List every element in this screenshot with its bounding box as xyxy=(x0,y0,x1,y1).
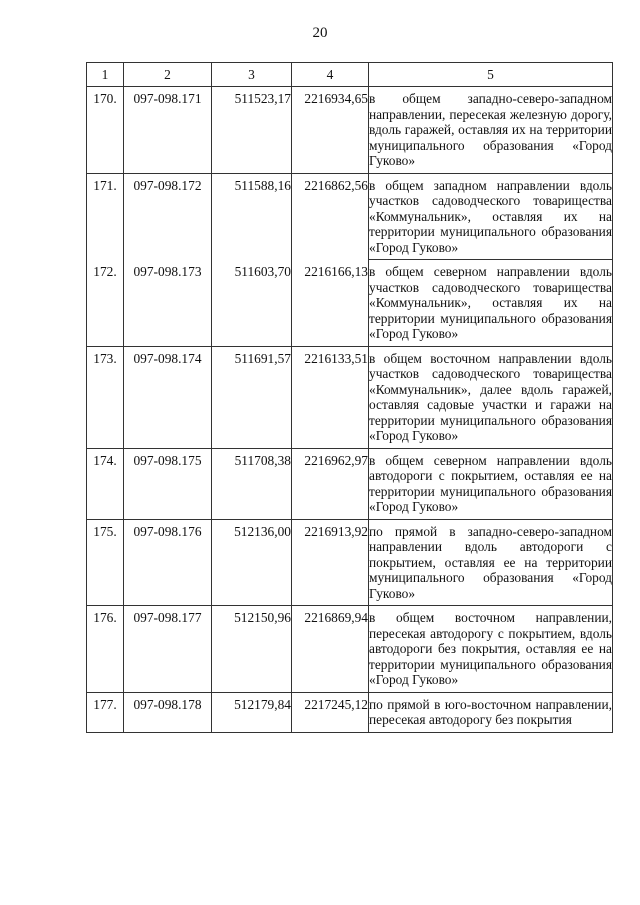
table-row xyxy=(87,260,613,347)
boundary-points-table xyxy=(86,62,613,733)
boundary-description: в общем северном направлении вдоль автодороги с покрытием, оставляя ее на территории муниципального образования «Город Гуково» xyxy=(369,448,613,519)
point-id: 097-098.176 xyxy=(124,519,212,606)
coord-y: 2216166,13 xyxy=(292,260,369,347)
point-id: 097-098.174 xyxy=(124,346,212,448)
row-number: 175. xyxy=(87,519,124,606)
page-number: 20 xyxy=(312,25,328,41)
header-col-2: 2 xyxy=(124,63,212,87)
coord-x: 511603,70 xyxy=(212,260,292,347)
coord-x: 512150,96 xyxy=(212,606,292,693)
table-row xyxy=(87,448,613,519)
point-id: 097-098.177 xyxy=(124,606,212,693)
boundary-description: в общем восточном направлении, пересекая автодорогу с покрытием, вдоль автодороги без покрытия, оставляя ее на территории муниципального образования «Город Гуково» xyxy=(369,606,613,693)
header-col-5: 5 xyxy=(369,63,613,87)
coord-y: 2216934,65 xyxy=(292,87,369,174)
coord-x: 512179,84 xyxy=(212,692,292,732)
coord-x: 511588,16 xyxy=(212,173,292,260)
boundary-description: в общем восточном направлении вдоль участков садоводческого товарищества «Коммунальник», далее вдоль гаражей, оставляя садовые участки и гаражи на территории муниципального образования «Город Гуково» xyxy=(369,346,613,448)
coord-y: 2216862,56 xyxy=(292,173,369,260)
point-id: 097-098.173 xyxy=(124,260,212,347)
header-col-1: 1 xyxy=(87,63,124,87)
boundary-description: по прямой в западно-северо-западном направлении вдоль автодороги с покрытием, оставляя ее на территории муниципального образования «Город Гуково» xyxy=(369,519,613,606)
coord-y: 2216962,97 xyxy=(292,448,369,519)
coord-x: 511708,38 xyxy=(212,448,292,519)
table-row xyxy=(87,346,613,448)
boundary-description: в общем западно-северо-западном направлении, пересекая железную дорогу, вдоль гаражей, оставляя их на территории муниципального образования «Город Гуково» xyxy=(369,87,613,174)
row-number: 176. xyxy=(87,606,124,693)
row-number: 172. xyxy=(87,260,124,347)
coord-y: 2216869,94 xyxy=(292,606,369,693)
row-number: 170. xyxy=(87,87,124,174)
point-id: 097-098.175 xyxy=(124,448,212,519)
table-header-row xyxy=(87,63,613,87)
row-number: 177. xyxy=(87,692,124,732)
point-id: 097-098.178 xyxy=(124,692,212,732)
table-row xyxy=(87,519,613,606)
row-number: 174. xyxy=(87,448,124,519)
row-number: 173. xyxy=(87,346,124,448)
point-id: 097-098.171 xyxy=(124,87,212,174)
row-number: 171. xyxy=(87,173,124,260)
coord-x: 511691,57 xyxy=(212,346,292,448)
point-id: 097-098.172 xyxy=(124,173,212,260)
coord-x: 512136,00 xyxy=(212,519,292,606)
table-row xyxy=(87,87,613,174)
header-col-4: 4 xyxy=(292,63,369,87)
boundary-description: в общем западном направлении вдоль участков садоводческого товарищества «Коммунальник», оставляя их на территории муниципального образования «Город Гуково» xyxy=(369,173,613,260)
coord-y: 2217245,12 xyxy=(292,692,369,732)
table-row xyxy=(87,692,613,732)
header-col-3: 3 xyxy=(212,63,292,87)
table-row xyxy=(87,606,613,693)
coord-y: 2216133,51 xyxy=(292,346,369,448)
coord-x: 511523,17 xyxy=(212,87,292,174)
coord-y: 2216913,92 xyxy=(292,519,369,606)
boundary-description: по прямой в юго-восточном направлении, пересекая автодорогу без покрытия xyxy=(369,692,613,732)
table-row xyxy=(87,173,613,260)
boundary-description: в общем северном направлении вдоль участков садоводческого товарищества «Коммунальник», оставляя их на территории муниципального образования «Город Гуково» xyxy=(369,260,613,347)
